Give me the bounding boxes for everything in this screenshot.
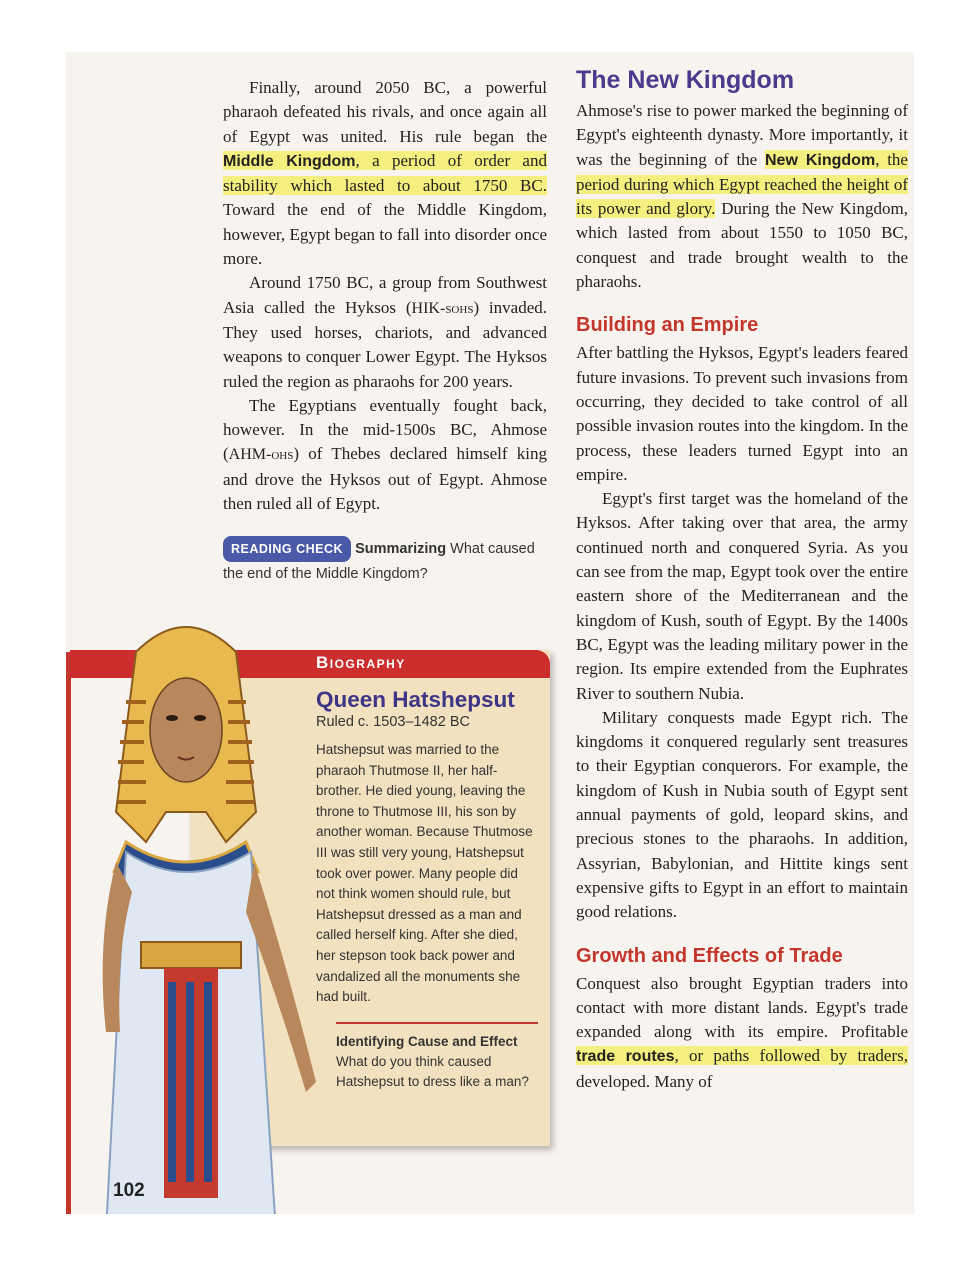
text-run: Conquest also brought Egyptian traders into contact with more distant lands. Egypt's trade expanded along with its empire. Profitable (576, 973, 908, 1042)
right-column (576, 66, 908, 1094)
hatshepsut-illustration (86, 612, 322, 1214)
reading-check-question: What caused the end of the Middle Kingdom? (223, 541, 535, 583)
text-run: ) of Thebes declared himself king and drove the Hyksos out of Egypt. Ahmose then ruled all of Egypt. (223, 444, 547, 514)
paragraph-empire-2: Egypt's first target was the homeland of the Hyksos. After taking over that area, the army continued north and conquered Syria. As you can see from the map, Egypt took over the entire eastern shore of the Mediterranean and the kingdom of Kush, south of Egypt. By the 1400s BC, Egypt was the leading military power in the region. Its empire extended from the Euphrates River to southern Nubia. (576, 489, 908, 703)
biography-feature (70, 650, 550, 1146)
biography-name: Queen Hatshepsut (316, 687, 515, 712)
text-run: Ahmose's rise to power marked the beginning of Egypt's eighteenth dynasty. More importantly, it was the beginning of the (576, 101, 908, 169)
biography-text (316, 686, 538, 1092)
key-term-trade-routes: trade routes (576, 1048, 675, 1066)
key-term-middle-kingdom: Middle Kingdom (223, 152, 356, 170)
paragraph-trade (576, 972, 908, 1094)
textbook-page (66, 52, 914, 1214)
text-run: ) invaded. They used horses, chariots, and advanced weapons to conquer Lower Egypt. The Hyksos ruled the region as pharaohs for 200 years. (223, 297, 548, 391)
definition-middle-kingdom: , a period of order and stability which lasted to about 1750 BC. (223, 150, 547, 196)
subheading-growth-trade: Growth and Effects of Trade (576, 944, 843, 967)
reading-check (223, 536, 547, 586)
biography-body: Hatshepsut was married to the pharaoh Thutmose II, her half-brother. He died young, leaving the throne to Thutmose III, his son by another woman. Because Thutmose III was still very young, Hatshepsut took over power. Many people did not think women should rule, but Hatshepsut dressed as a man and called herself king. After she died, her stepson took back power and vandalized all the monuments she had built. (316, 742, 533, 1005)
reading-check-badge: READING CHECK (223, 536, 351, 562)
text-run: Toward the end of the Middle Kingdom, however, Egypt began to fall into disorder once more. (223, 200, 547, 269)
key-term-new-kingdom: New Kingdom (765, 151, 876, 169)
biography-ruled: Ruled c. 1503–1482 BC (316, 714, 470, 730)
text-run: Finally, around 2050 BC, a powerful pharaoh defeated his rivals, and once again all of Egypt was united. His rule began the (223, 78, 547, 146)
text-run: During the New Kingdom, which lasted from about 1550 to 1050 BC, conquest and trade brought wealth to the pharaohs. (576, 199, 908, 292)
left-column (223, 76, 547, 586)
pronunciation-ahmose: AHM-ohs (228, 446, 294, 464)
paragraph-empire-1: After battling the Hyksos, Egypt's leaders feared future invasions. To prevent such invasions from occurring, they decided to take control of all possible invasion routes into the kingdom. In the process, these leaders turned Egypt into an empire. (576, 343, 908, 484)
subheading-building-empire: Building an Empire (576, 314, 759, 337)
text-run: developed. Many of (576, 1071, 713, 1091)
biography-label: Biography (316, 653, 406, 672)
paragraph-new-kingdom (576, 99, 908, 294)
definition-new-kingdom: , the period during which Egypt reached the height of its power and glory. (576, 149, 908, 219)
text-run: Around 1750 BC, a group from Southwest Asia called the Hyksos ( (223, 273, 547, 317)
paragraph-empire-3: Military conquests made Egypt rich. The kingdoms it conquered regularly sent treasures to their Egyptian conquerors. For example, the kingdom of Kush in Nubia south of Egypt sent annual payments of gold, leopard skins, and precious stones to the pharaohs. In addition, Assyrian, Babylonian, and Hittite kings sent expensive gifts to Egypt in an effort to maintain good relations. (576, 707, 908, 922)
paragraph-middle-kingdom (223, 76, 547, 271)
pronunciation-hyksos: HIK-sohs (411, 299, 474, 317)
highlight-trade-routes (576, 1046, 908, 1065)
page-number: 102 (113, 1180, 145, 1201)
section-heading-new-kingdom: The New Kingdom (576, 66, 795, 94)
paragraph-hyksos (223, 271, 547, 393)
text-run: The Egyptians eventually fought back, however. In the mid-1500s BC, Ahmose ( (223, 395, 547, 464)
biography-divider (336, 1022, 538, 1024)
paragraph-ahmose (223, 394, 547, 516)
highlight-middle-kingdom (223, 151, 547, 195)
biography-question (336, 1032, 538, 1092)
biography-question-heading: Identifying Cause and Effect (336, 1033, 518, 1049)
definition-trade-routes: , or paths followed by traders, (674, 1046, 909, 1066)
reading-check-skill: Summarizing (355, 541, 447, 558)
biography-question-text: What do you think caused Hatshepsut to dress like a man? (336, 1053, 529, 1089)
